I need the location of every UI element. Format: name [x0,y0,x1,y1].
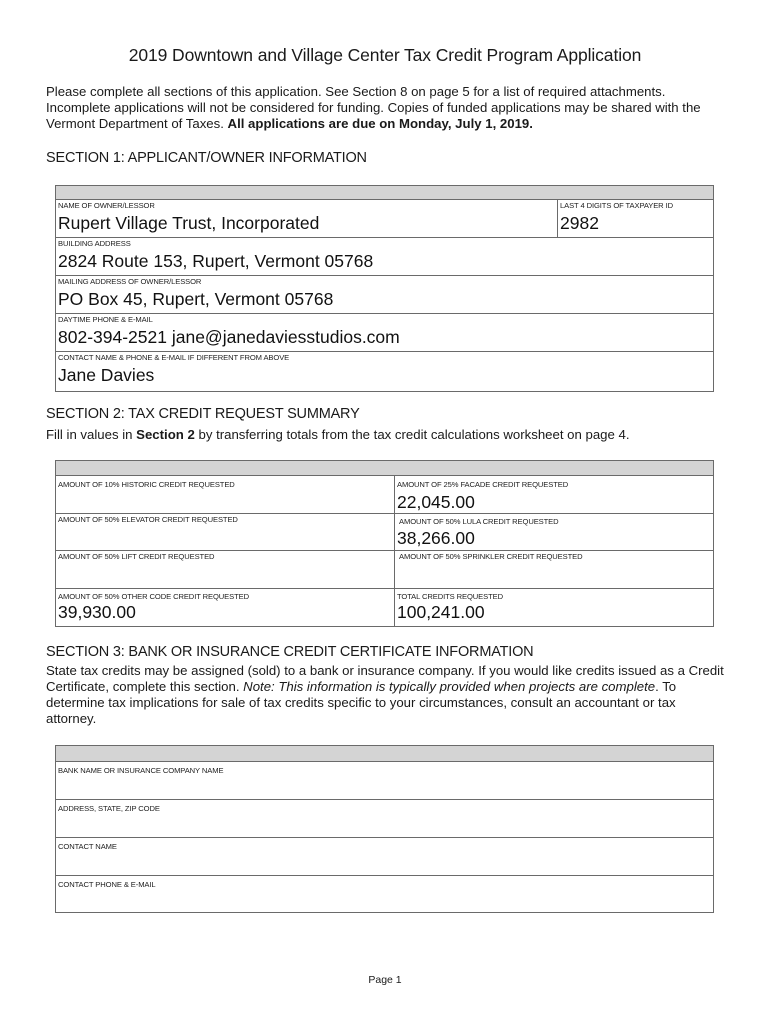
taxid-cell[interactable] [557,200,713,237]
table-row[interactable] [56,838,713,876]
page-title: 2019 Downtown and Village Center Tax Credit Program Application [128,45,642,65]
historic-label: AMOUNT OF 10% HISTORIC CREDIT REQUESTED [58,480,235,489]
section2-heading: SECTION 2: TAX CREDIT REQUEST SUMMARY [46,406,360,422]
elevator-label: AMOUNT OF 50% ELEVATOR CREDIT REQUESTED [58,515,238,524]
elevator-cell[interactable] [56,514,394,550]
building-field[interactable]: 2824 Route 153, Rupert, Vermont 05768 [58,251,374,271]
owner-field[interactable]: Rupert Village Trust, Incorporated [58,213,320,233]
table-header-bar [56,186,713,200]
mailing-label: MAILING ADDRESS OF OWNER/LESSOR [58,277,202,286]
table-header-bar [56,461,713,476]
table-row [56,589,713,627]
lift-label: AMOUNT OF 50% LIFT CREDIT REQUESTED [58,552,215,561]
table-row[interactable] [56,762,713,800]
table-row [56,551,713,589]
bank-phone-label: CONTACT PHONE & E-MAIL [58,880,156,889]
section3-heading: SECTION 3: BANK OR INSURANCE CREDIT CERTIFICATE INFORMATION [46,644,534,660]
total-cell[interactable] [394,589,713,627]
facade-field[interactable]: 22,045.00 [397,492,475,512]
table-row [56,200,713,238]
historic-cell[interactable] [56,476,394,513]
table-row [56,514,713,551]
intro-text: Please complete all sections of this application. See Section 8 on page 5 for a list of required attachments. Incomplete applications will not be considered for funding. Copies of funded applications may be shared with the Vermont Department of Taxes. [46,84,701,131]
table-row[interactable] [56,352,713,392]
phone-label: DAYTIME PHONE & E-MAIL [58,315,153,324]
section3-text-note: Note: This information is typically provided when projects are complete [243,679,656,694]
table-row[interactable] [56,876,713,913]
lula-label: AMOUNT OF 50% LULA CREDIT REQUESTED [399,517,559,526]
intro-paragraph [46,84,726,132]
bank-contact-label: CONTACT NAME [58,842,117,851]
table-row[interactable] [56,238,713,276]
section3-table [55,745,714,913]
total-label: TOTAL CREDITS REQUESTED [397,592,503,601]
total-field[interactable]: 100,241.00 [397,602,485,622]
table-row[interactable] [56,800,713,838]
section1-heading: SECTION 1: APPLICANT/OWNER INFORMATION [46,150,367,166]
sprinkler-cell[interactable] [394,551,713,588]
table-row [56,476,713,514]
table-header-bar [56,746,713,762]
lula-cell[interactable] [394,514,713,550]
contact-label: CONTACT NAME & PHONE & E-MAIL IF DIFFERENT FROM ABOVE [58,353,290,362]
section2-table [55,460,714,627]
lula-field[interactable]: 38,266.00 [397,528,475,548]
section2-instr-pre: Fill in values in [46,427,133,442]
lift-cell[interactable] [56,551,394,588]
section1-table [55,185,714,392]
other-cell[interactable] [56,589,394,627]
taxid-field[interactable]: 2982 [560,213,599,233]
section3-text-pre: State tax credits may be assigned (sold) to a bank or insurance company. If you would like credits issued as a Credit Certificate, complete this section. [46,663,724,694]
other-field[interactable]: 39,930.00 [58,602,136,622]
building-label: BUILDING ADDRESS [58,239,131,248]
section2-instr-post: by transferring totals from the tax credit calculations worksheet on page 4. [198,427,630,442]
table-row[interactable] [56,314,713,352]
other-label: AMOUNT OF 50% OTHER CODE CREDIT REQUESTED [58,592,249,601]
mailing-field[interactable]: PO Box 45, Rupert, Vermont 05768 [58,289,334,309]
section3-text-post: . To determine tax implications for sale of tax credits specific to your circumstances, consult an accountant or tax attorney. [46,679,677,726]
facade-cell[interactable] [394,476,713,513]
intro-deadline: All applications are due on Monday, July 1, 2019. [227,116,533,131]
facade-label: AMOUNT OF 25% FACADE CREDIT REQUESTED [397,480,569,489]
address-label: ADDRESS, STATE, ZIP CODE [58,804,160,813]
bank-label: BANK NAME OR INSURANCE COMPANY NAME [58,766,224,775]
page-number: Page 1 [368,974,402,986]
section2-instructions [46,427,726,443]
phone-field[interactable]: 802-394-2521 jane@janedaviesstudios.com [58,327,400,347]
owner-cell[interactable] [56,200,557,237]
owner-label: NAME OF OWNER/LESSOR [58,201,155,210]
taxid-label: LAST 4 DIGITS OF TAXPAYER ID [560,201,673,210]
sprinkler-label: AMOUNT OF 50% SPRINKLER CREDIT REQUESTED [399,552,583,561]
contact-field[interactable]: Jane Davies [58,365,155,385]
section3-paragraph [46,663,726,727]
table-row[interactable] [56,276,713,314]
section2-instr-bold: Section 2 [136,427,195,442]
